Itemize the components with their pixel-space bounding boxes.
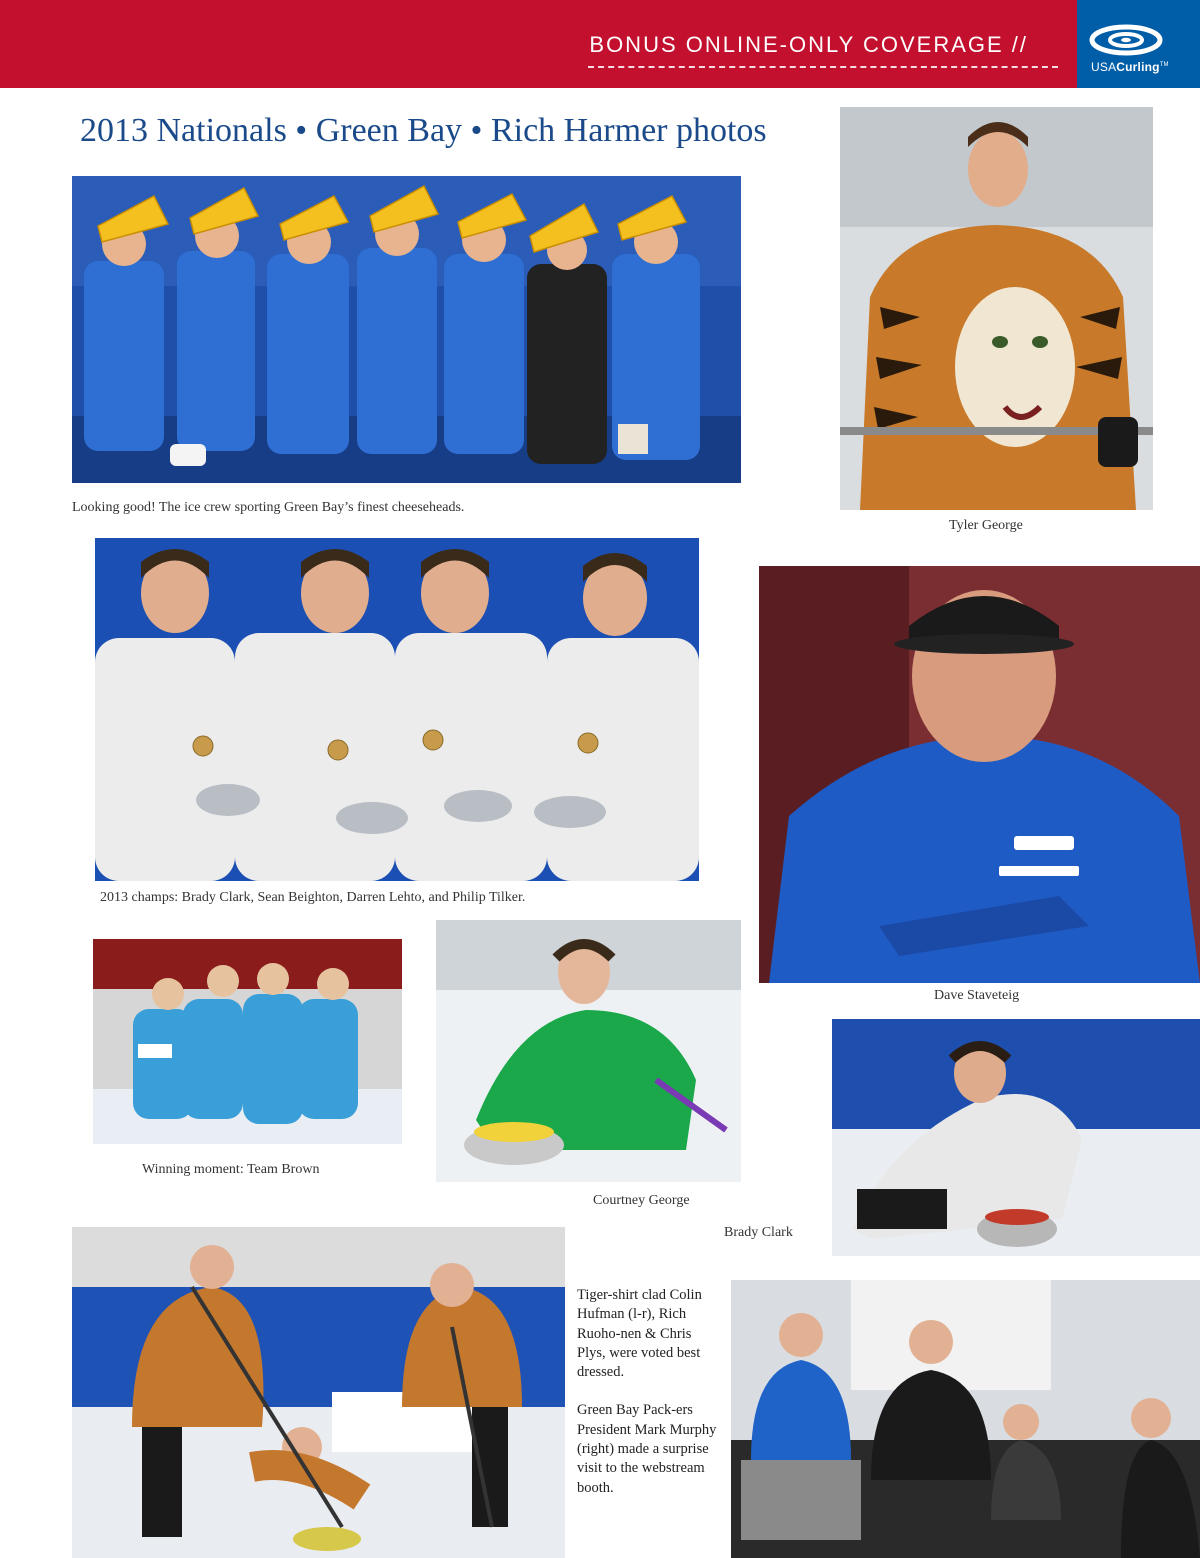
ice-crew-caption: Looking good! The ice crew sporting Green Bay’s finest cheeseheads. <box>72 500 465 515</box>
dave-staveteig-caption: Dave Staveteig <box>934 988 1020 1003</box>
team-brown-photo <box>93 939 402 1144</box>
courtney-george-caption: Courtney George <box>593 1193 690 1208</box>
tyler-george-photo <box>840 107 1153 510</box>
dave-staveteig-photo <box>759 566 1200 983</box>
sidebar-paragraph-tiger-shirts: Tiger-shirt clad Colin Hufman (l-r), Rich Ruoho-nen & Chris Plys, were voted best dressed. <box>577 1287 702 1381</box>
header-banner <box>0 0 1200 88</box>
brady-clark-photo <box>832 1019 1200 1256</box>
usa-curling-logo <box>1077 0 1200 88</box>
tiger-shirt-team-photo <box>72 1227 565 1558</box>
logo-prefix: USA <box>1091 60 1117 74</box>
champions-caption: 2013 champs: Brady Clark, Sean Beighton, Darren Lehto, and Philip Tilker. <box>100 890 526 905</box>
courtney-george-photo <box>436 920 741 1182</box>
logo-wordmark <box>1091 60 1169 74</box>
team-brown-caption: Winning moment: Team Brown <box>142 1162 320 1177</box>
page-title: 2013 Nationals • Green Bay • Rich Harmer photos <box>80 112 767 149</box>
brady-clark-caption: Brady Clark <box>724 1225 793 1240</box>
logo-brand: Curling <box>1116 60 1160 74</box>
banner-divider <box>588 66 1058 68</box>
ice-crew-photo <box>72 176 741 483</box>
webstream-booth-photo <box>731 1280 1200 1558</box>
sidebar-paragraph-packers: Green Bay Pack-ers President Mark Murphy (right) made a surprise visit to the webstream booth. <box>577 1402 717 1496</box>
sidebar-text <box>577 1286 717 1517</box>
banner-text: BONUS ONLINE-ONLY COVERAGE // <box>589 32 1028 57</box>
logo-trademark: TM <box>1159 62 1169 68</box>
tyler-george-caption: Tyler George <box>949 518 1023 533</box>
curling-stone-logo-icon <box>1089 24 1187 60</box>
champions-photo <box>95 538 699 881</box>
